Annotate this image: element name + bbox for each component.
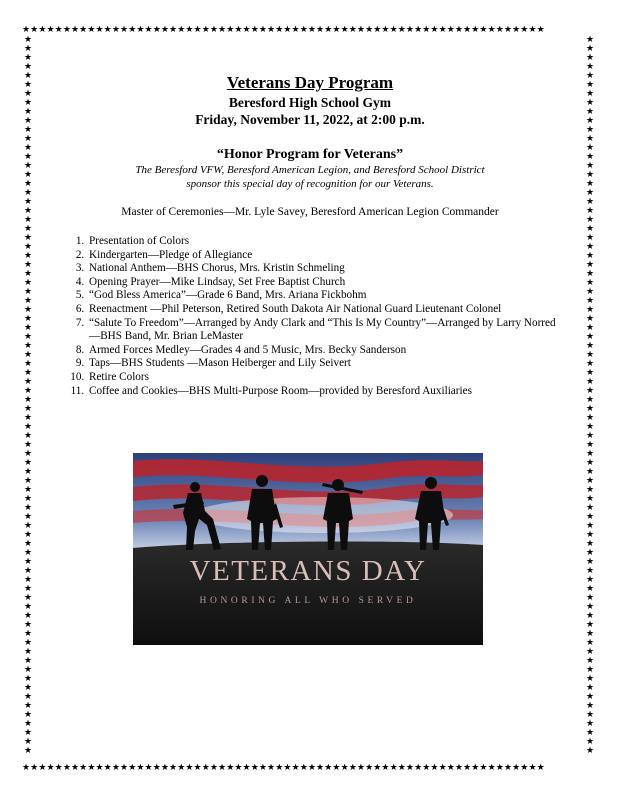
list-item: 7. “Salute To Freedom”—Arranged by Andy Clark and “This Is My Country”—Arranged by Larry Norred—BHS Band, Mr. Brian LeMaster — [87, 317, 557, 344]
program-list — [40, 235, 557, 398]
list-item: 10. Retire Colors — [87, 371, 557, 385]
banner-subtitle: HONORING ALL WHO SERVED — [199, 596, 417, 606]
list-item: 11. Coffee and Cookies—BHS Multi-Purpose Room—provided by Beresford Auxiliaries — [87, 385, 557, 399]
list-item: 1. Presentation of Colors — [87, 235, 557, 249]
veterans-day-banner-image — [133, 453, 483, 645]
sponsor-line-2: sponsor this special day of recognition for our Veterans. — [186, 178, 434, 190]
list-item: 5. “God Bless America”—Grade 6 Band, Mrs. Ariana Fickbohm — [87, 289, 557, 303]
star-border-right: ★★★★★★★★★★★★★★★★★★★★★★★★★★★★★★★★★★★★★★★★★★★★★★★★★★★★★★★★★★★★★★★★★★★★★★★★★★★★★★★★ — [586, 36, 595, 756]
event-location: Beresford High School Gym — [228, 95, 392, 110]
list-item: 2. Kindergarten—Pledge of Allegiance — [87, 249, 557, 263]
star-border-left: ★★★★★★★★★★★★★★★★★★★★★★★★★★★★★★★★★★★★★★★★★★★★★★★★★★★★★★★★★★★★★★★★★★★★★★★★★★★★★★★★ — [24, 36, 33, 756]
program-title: “Honor Program for Veterans” — [216, 147, 404, 162]
flag-soldiers-illustration — [133, 453, 483, 645]
master-of-ceremonies: Master of Ceremonies—Mr. Lyle Savey, Beresford American Legion Commander — [121, 206, 499, 218]
star-border-top: ★★★★★★★★★★★★★★★★★★★★★★★★★★★★★★★★★★★★★★★★★★★★★★★★★★★★★★★★★★★★★★★★ — [22, 26, 545, 35]
list-item: 3. National Anthem—BHS Chorus, Mrs. Kristin Schmeling — [87, 262, 557, 276]
sponsor-line-1: The Beresford VFW, Beresford American Legion, and Beresford School District — [135, 164, 485, 176]
banner-title: VETERANS DAY — [189, 555, 427, 587]
event-datetime: Friday, November 11, 2022, at 2:00 p.m. — [195, 112, 425, 127]
page-title: Veterans Day Program — [226, 73, 394, 92]
list-item: 4. Opening Prayer—Mike Lindsay, Set Free Baptist Church — [87, 276, 557, 290]
list-item: 9. Taps—BHS Students —Mason Heiberger and Lily Seivert — [87, 357, 557, 371]
list-item: 6. Reenactment —Phil Peterson, Retired South Dakota Air National Guard Lieutenant Colonel — [87, 303, 557, 317]
list-item: 8. Armed Forces Medley—Grades 4 and 5 Music, Mrs. Becky Sanderson — [87, 344, 557, 358]
program-document — [40, 72, 580, 398]
star-border-bottom: ★★★★★★★★★★★★★★★★★★★★★★★★★★★★★★★★★★★★★★★★★★★★★★★★★★★★★★★★★★★★★★★★ — [22, 764, 545, 773]
